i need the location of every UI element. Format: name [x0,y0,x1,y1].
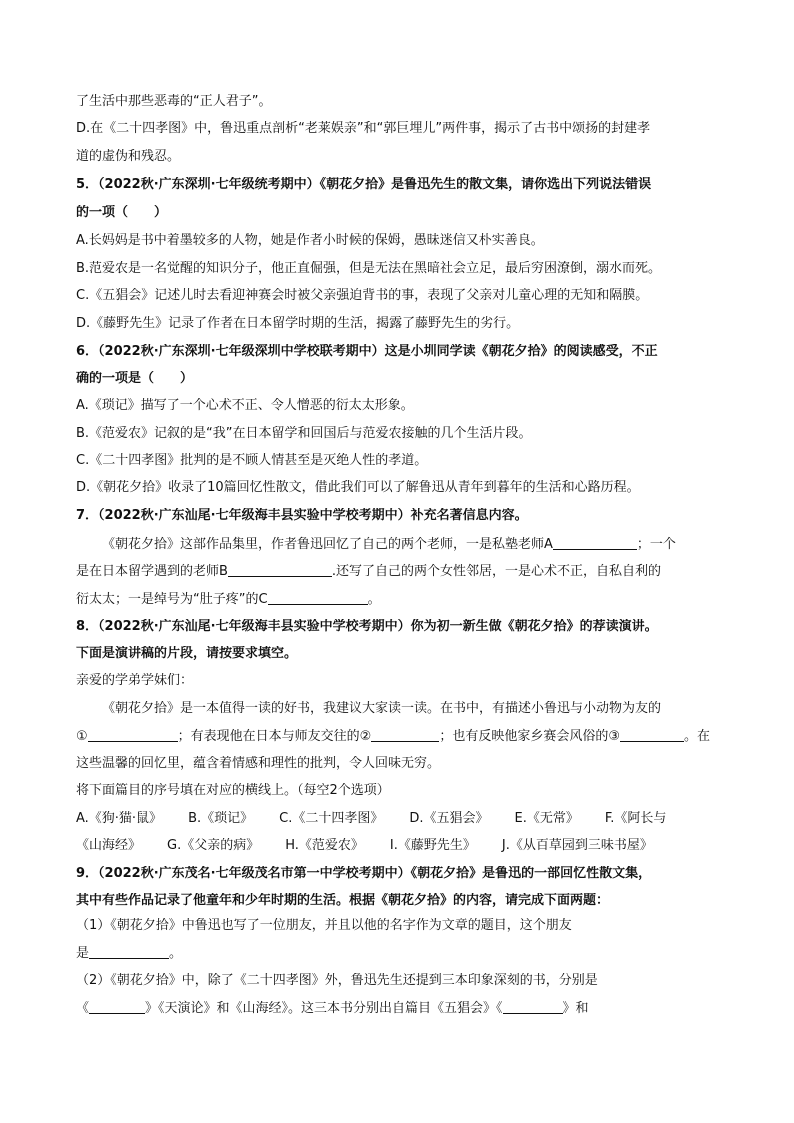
text-line: 了生活中那些恶毒的“正人君子”。 [76,94,272,109]
option-d: D.《朝花夕拾》收录了10篇回忆性散文，借此我们可以了解鲁迅从青年到暮年的生活和心路历程。 [76,480,640,495]
text-span: ；一个 [636,537,676,552]
text-span: ；有表现他在日本与师友交往的② [177,729,372,744]
text-span: ① [76,729,88,744]
speech-text [76,728,726,745]
text-span: 。 [169,946,183,961]
choice-item: E.《无常》 [514,811,579,826]
instruction-text: 将下面篇目的序号填在对应的横线上。（每空2个选项） [76,783,390,798]
answer-blank-friend[interactable] [89,945,169,959]
option-a: A.长妈妈是书中着墨较多的人物，她是作者小时候的保姆，愚昧迷信又朴实善良。 [76,233,544,248]
sub-question-2-answer [76,1000,726,1017]
answer-blank-c[interactable] [268,591,368,605]
question-7-line [76,536,752,553]
choice-item: H.《范爱农》 [285,838,364,853]
text-span: 是 [76,946,90,961]
question-7-stem: 7．（2022秋·广东汕尾·七年级海丰县实验中学校考期中）补充名著信息内容。 [76,508,528,523]
question-8-stem: 8．（2022秋·广东汕尾·七年级海丰县实验中学校考期中）你为初一新生做《朝花夕拾》的荐读演讲。 [76,619,658,634]
question-8-stem: 下面是演讲稿的片段，请按要求填空。 [76,646,298,661]
text-line: 道的虚伪和残忍。 [76,149,181,164]
answer-blank-1[interactable] [88,728,178,742]
speech-greeting: 亲爱的学弟学妹们： [76,673,194,688]
answer-blank-3[interactable] [620,728,684,742]
question-5-stem: 的一项（ ） [76,205,168,220]
text-span: 《朝花夕拾》这部作品集里，作者鲁迅回忆了自己的两个老师，一是私塾老师A [102,537,553,552]
text-span: 。 [367,592,381,607]
text-span: 。在 [683,729,710,744]
question-7-line [76,563,726,580]
choice-item: C.《二十四孝图》 [279,811,384,826]
answer-blank-chapter[interactable] [503,1000,563,1014]
sub-question-1-answer [76,945,726,962]
text-span: 是在日本留学遇到的老师B [76,564,228,579]
option-b: B.范爱农是一名觉醒的知识分子，他正直倔强，但是无法在黑暗社会立足，最后穷困潦倒，溺水而死。 [76,261,662,276]
choice-item: A.《狗·猫·鼠》 [76,811,163,826]
text-span: .还写了自己的两个女性邻居，一是心术不正，自私自利的 [331,564,662,579]
question-5-stem: 5．（2022秋·广东深圳·七年级统考期中）《朝花夕拾》是鲁迅先生的散文集，请你选出下列说法错误 [76,177,652,192]
option-c: C.《五猖会》记述儿时去看迎神赛会时被父亲强迫背书的事，表现了父亲对儿童心理的无知和隔膜。 [76,288,649,303]
answer-blank-2[interactable] [371,728,439,742]
choice-row [76,838,726,854]
question-9-stem: 其中有些作品记录了他童年和少年时期的生活。根据《朝花夕拾》的内容，请完成下面两题： [76,893,610,908]
choice-item: G.《父亲的病》 [167,838,260,853]
sub-question-2: （2）《朝花夕拾》中，除了《二十四孝图》外，鲁迅先生还提到三本印象深刻的书，分别是 [76,973,598,988]
question-6-stem: 确的一项是（ ） [76,371,194,386]
choice-item: F.《阿长与 [604,811,667,826]
option-c: C.《二十四孝图》批判的是不顾人情甚至是灭绝人性的孝道。 [76,453,428,468]
text-span: ；也有反映他家乡赛会风俗的③ [439,729,620,744]
speech-text: 《朝花夕拾》是一本值得一读的好书，我建议大家读一读。在书中，有描述小鲁迅与小动物为友的 [102,701,662,716]
question-6-stem: 6．（2022秋·广东深圳·七年级深圳中学校联考期中）这是小圳同学读《朝花夕拾》的阅读感受，不正 [76,344,658,359]
speech-text: 这些温馨的回忆里，蕴含着情感和理性的批判，令人回味无穷。 [76,756,441,771]
choice-item: B.《琐记》 [188,811,254,826]
question-7-line [76,591,726,608]
answer-blank-b[interactable] [228,563,332,577]
text-span: 》和 [562,1001,589,1016]
choice-item: I.《藤野先生》 [389,838,476,853]
option-d: D.《藤野先生》记录了作者在日本留学时期的生活，揭露了藤野先生的劣行。 [76,316,520,331]
text-span: 《 [76,1001,90,1016]
answer-blank-a[interactable] [553,536,637,550]
choice-item: J.《从百草园到三味书屋》 [501,838,653,853]
option-b: B.《范爱农》记叙的是“我”在日本留学和回国后与范爱农接触的几个生活片段。 [76,426,532,441]
text-line: D.在《二十四孝图》中，鲁迅重点剖析“老莱娱亲”和“郭巨埋儿”两件事，揭示了古书中颂扬的封建孝 [76,121,651,136]
question-9-stem: 9．（2022秋·广东茂名·七年级茂名市第一中学校考期中）《朝花夕拾》是鲁迅的一部回忆性散文集， [76,866,652,881]
choice-item: 《山海经》 [76,838,142,853]
option-a: A.《琐记》描写了一个心术不正、令人憎恶的衍太太形象。 [76,398,414,413]
text-span: 》《天演论》和《山海经》。这三本书分别出自篇目《五猖会》《 [145,1001,503,1016]
sub-question-1: （1）《朝花夕拾》中鲁迅也写了一位朋友，并且以他的名字作为文章的题目，这个朋友 [76,918,572,933]
choice-row [76,811,726,827]
text-span: 衍太太；一是绰号为“肚子疼”的C [76,592,268,607]
answer-blank-book[interactable] [89,1000,145,1014]
choice-item: D.《五猖会》 [409,811,489,826]
